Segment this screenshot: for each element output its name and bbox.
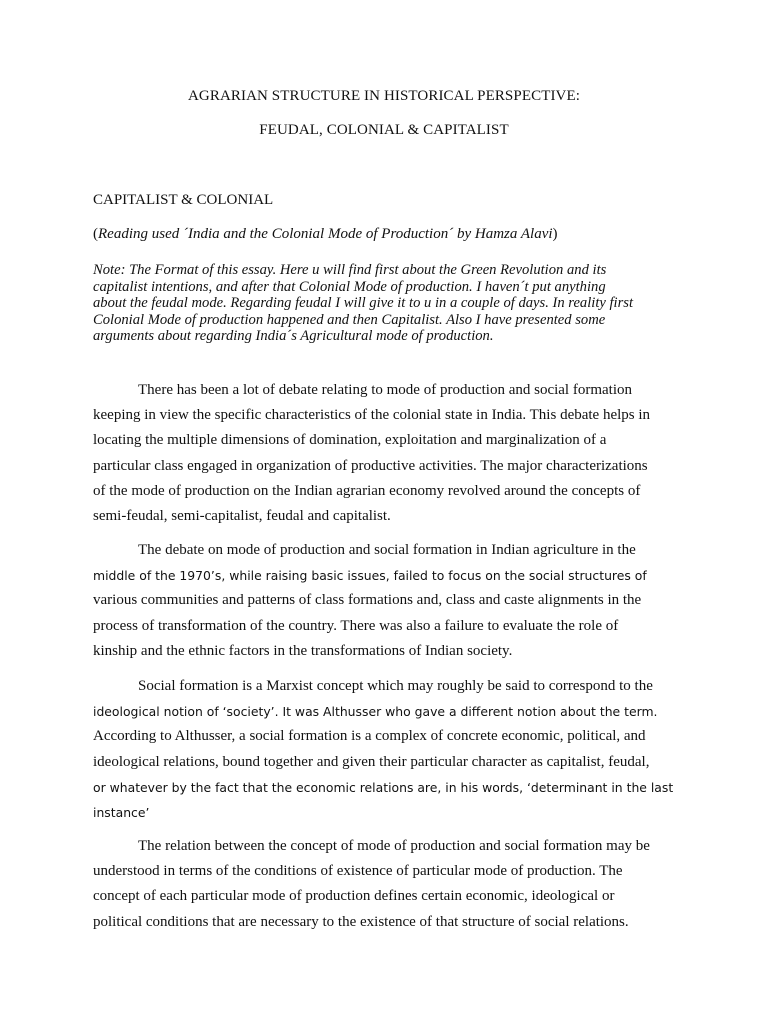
paragraph-line: particular class engaged in organization of productive activities. The major characterizations — [93, 457, 648, 474]
paragraph-line: Social formation is a Marxist concept which may roughly be said to correspond to the — [138, 678, 653, 694]
reading-close-paren: ) — [552, 226, 558, 242]
paragraph-line: political conditions that are necessary to the existence of that structure of social relations. — [93, 913, 629, 930]
paragraph-line: The relation between the concept of mode of production and social formation may be — [138, 838, 650, 854]
body-paragraph-1 — [93, 378, 683, 529]
paragraph-line: various communities and patterns of class formations and, class and caste alignments in the — [93, 592, 642, 609]
reading-open-paren: ( — [93, 226, 98, 242]
paragraph-line: understood in terms of the conditions of existence of particular mode of production. The — [93, 863, 623, 880]
body-paragraph-3 — [93, 674, 683, 825]
note-line: Note: The Format of this essay. Here u will find first about the Green Revolution and its — [93, 262, 607, 278]
paragraph-line: instance’ — [93, 805, 150, 821]
paragraph-line: of the mode of production on the Indian agrarian economy revolved around the concepts of — [93, 482, 641, 499]
paragraph-line: kinship and the ethnic factors in the transformations of Indian society. — [93, 642, 513, 659]
body-paragraph-2 — [93, 538, 683, 664]
author-note — [93, 262, 683, 345]
paragraph-line: or whatever by the fact that the economic relations are, in his words, ‘determinant in the last — [93, 779, 674, 795]
section-heading: CAPITALIST & COLONIAL — [93, 192, 274, 208]
note-line: about the feudal mode. Regarding feudal I will give it to u in a couple of days. In reality first — [93, 295, 634, 311]
reading-reference-text: Reading used ´India and the Colonial Mode of Production´ by Hamza Alavi — [98, 226, 553, 242]
paragraph-line: process of transformation of the country. There was also a failure to evaluate the role of — [93, 617, 619, 634]
paragraph-line: middle of the 1970’s, while raising basic issues, failed to focus on the social structures of — [93, 568, 647, 584]
paragraph-line: locating the multiple dimensions of domination, exploitation and marginalization of a — [93, 432, 607, 449]
paragraph-line: ideological notion of ‘society’. It was Althusser who gave a different notion about the term. — [93, 704, 658, 720]
paragraph-line: According to Althusser, a social formation is a complex of concrete economic, political, and — [93, 728, 646, 745]
document-title: AGRARIAN STRUCTURE IN HISTORICAL PERSPECTIVE: — [187, 88, 581, 104]
body-paragraph-4 — [93, 834, 683, 935]
note-line: Colonial Mode of production happened and then Capitalist. Also I have presented some — [93, 311, 606, 328]
document-subtitle: FEUDAL, COLONIAL & CAPITALIST — [259, 122, 509, 138]
note-line: capitalist intentions, and after that Colonial Mode of production. I haven´t put anything — [93, 278, 606, 295]
paragraph-line: ideological relations, bound together and given their particular character as capitalist, feudal, — [93, 753, 650, 770]
note-line: arguments about regarding India´s Agricultural mode of production. — [93, 328, 494, 344]
reading-reference — [93, 226, 558, 243]
paragraph-line: semi-feudal, semi-capitalist, feudal and capitalist. — [93, 508, 391, 525]
paragraph-line: keeping in view the specific characteristics of the colonial state in India. This debate helps in — [93, 407, 651, 424]
paragraph-line: concept of each particular mode of production defines certain economic, ideological or — [93, 888, 615, 905]
paragraph-line: The debate on mode of production and social formation in Indian agriculture in the — [138, 542, 636, 558]
paragraph-line: There has been a lot of debate relating to mode of production and social formation — [138, 382, 632, 398]
